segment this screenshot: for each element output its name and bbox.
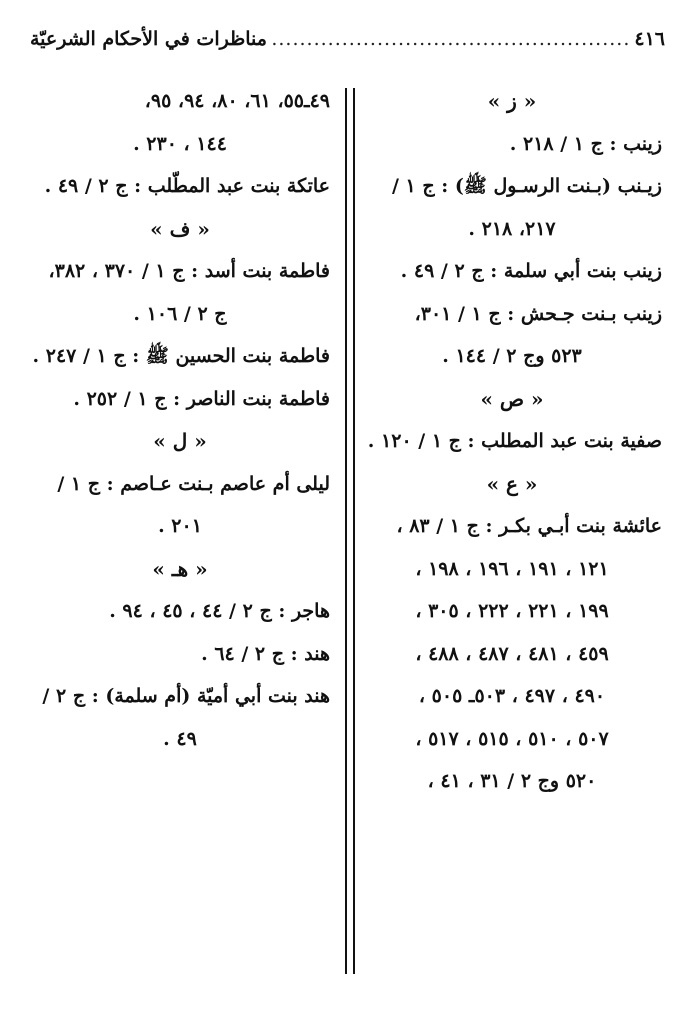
index-line: ١٩٩ ، ٢٢١ ، ٢٢٢ ، ٣٠٥ ، — [415, 600, 609, 622]
index-line: زيـنب (بـنت الرسـول ﷺ) : ج ١ / — [391, 175, 662, 197]
page-number: ٤١٦ — [634, 28, 665, 50]
index-line: فاطمة بنت الناصر : ج ١ / ٢٥٢ . — [73, 387, 330, 410]
running-title: مناظرات في الأحكام الشرعيّة — [30, 28, 267, 50]
right-column — [362, 80, 662, 803]
index-line: عائشة بنت أبـي بكـر : ج ١ / ٨٣ ، — [396, 515, 662, 537]
index-line: ٥٠٧ ، ٥١٠ ، ٥١٥ ، ٥١٧ ، — [415, 727, 609, 750]
column-divider-left-rule — [345, 88, 347, 974]
index-line: ٤٩ـ٥٥، ٦١، ٨٠، ٩٤، ٩٥، — [144, 90, 330, 112]
header-leader-dots — [271, 28, 630, 50]
index-line: ٤٩ . — [163, 727, 197, 750]
index-line: ٥٢٠ وج ٢ / ٣١ ، ٤١ ، — [427, 770, 597, 792]
index-line: ليلى أم عاصم بـنت عـاصم : ج ١ / — [57, 472, 330, 495]
section-letter-heading: « ز » — [487, 89, 537, 113]
index-line: ج ٢ / ١٠٦ . — [133, 302, 227, 325]
column-divider-right-rule — [353, 88, 355, 974]
index-line: فاطمة بنت الحسين ﷺ : ج ١ / ٢٤٧ . — [32, 345, 330, 367]
index-line: فاطمة بنت أسد : ج ١ / ٣٧٠ ، ٣٨٢، — [48, 260, 330, 282]
index-line: ١٤٤ ، ٢٣٠ . — [133, 132, 227, 155]
index-line: زينب بـنت جـحش : ج ١ / ٣٠١، — [414, 302, 662, 325]
section-letter-heading: « ف » — [150, 216, 210, 241]
index-line: هاجر : ج ٢ / ٤٤ ، ٤٥ ، ٩٤ . — [109, 600, 330, 622]
index-line: ١٢١ ، ١٩١ ، ١٩٦ ، ١٩٨ ، — [415, 557, 609, 580]
index-line: هند بنت أبي أميّة (أم سلمة) : ج ٢ / — [42, 685, 330, 707]
index-line: ٤٩٠ ، ٤٩٧ ، ٥٠٣ـ ٥٠٥ ، — [418, 685, 606, 707]
section-letter-heading: « ل » — [153, 429, 207, 453]
section-letter-heading: « هـ » — [152, 556, 208, 581]
section-letter-heading: « ع » — [486, 471, 538, 496]
index-line: ٤٥٩ ، ٤٨١ ، ٤٨٧ ، ٤٨٨ ، — [415, 642, 609, 665]
index-line: زينب بنت أبي سلمة : ج ٢ / ٤٩ . — [400, 260, 662, 282]
index-line: عاتكة بنت عبد المطّلب : ج ٢ / ٤٩ . — [44, 175, 330, 197]
index-line: ٢١٧، ٢١٨ . — [468, 217, 556, 240]
index-line: ٥٢٣ وج ٢ / ١٤٤ . — [442, 345, 582, 367]
left-column — [30, 80, 330, 760]
index-line: هند : ج ٢ / ٦٤ . — [201, 642, 330, 665]
page-header — [30, 22, 665, 56]
section-letter-heading: « ص » — [480, 386, 544, 411]
index-line: ٢٠١ . — [158, 515, 202, 537]
index-line: زينب : ج ١ / ٢١٨ . — [509, 132, 662, 155]
index-line: صفية بنت عبد المطلب : ج ١ / ١٢٠ . — [367, 430, 662, 452]
